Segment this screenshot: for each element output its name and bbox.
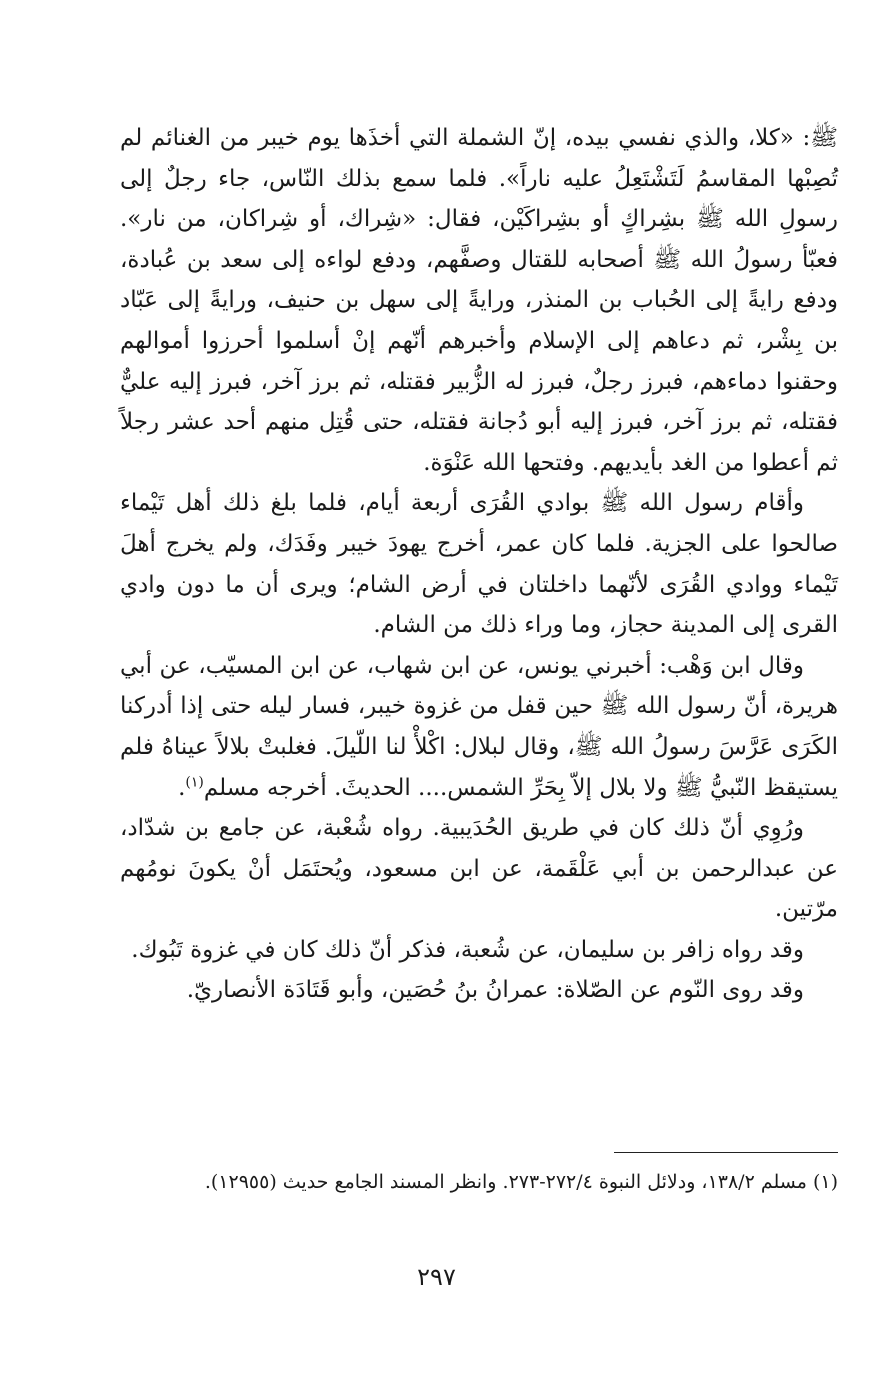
paragraph: وأقام رسول الله ﷺ بوادي القُرَى أربعة أيام، فلما بلغ ذلك أهل تَيْماء صالحوا على الجزية. فلما كان عمر، أخرج يهودَ خيبر وفَدَك، ولم يخرج أهلَ تَيْماء ووادي القُرَى لأنّهما داخلتان في أرض الشام؛ ويرى أن ما دون وادي القرى إلى المدينة حجاز، وما وراء ذلك من الشام. xyxy=(120,490,838,639)
footnotes xyxy=(120,1165,838,1199)
page-number: ٢٩٧ xyxy=(417,1263,456,1291)
paragraph: وقد رواه زافر بن سليمان، عن شُعبة، فذكر أنّ ذلك كان في غزوة تَبُوك. xyxy=(131,936,804,963)
paragraph-text: وقال ابن وَهْب: أخبرني يونس، عن ابن شهاب، عن ابن المسيّب، عن أبي هريرة، أنّ رسول الله ﷺ حين قفل من غزوة خيبر، فسار ليله حتى إذا أدركنا الكَرَى عَرَّسَ رسولُ الله ﷺ، وقال لبلال: اكْلأْ لنا اللّيلَ. فغلبتْ بلالاً عيناهُ فلم يستيقظ النّبيُّ ﷺ ولا بلال إلاّ بِحَرِّ الشمس.... الحديثَ. أخرجه مسلم xyxy=(120,652,838,801)
main-text xyxy=(120,118,838,1011)
footnote-reference[interactable]: (١) xyxy=(185,773,204,790)
paragraph xyxy=(120,646,838,808)
paragraph: ورُوِي أنّ ذلك كان في طريق الحُدَيبية. رواه شُعْبة، عن جامع بن شدّاد، عن عبدالرحمن بن أبي عَلْقَمة، عن ابن مسعود، ويُحتَمَل أنْ يكونَ نومُهم مرّتين. xyxy=(120,815,838,923)
paragraph: وقد روى النّوم عن الصّلاة: عمرانُ بنُ حُصَين، وأبو قَتَادَة الأنصاريّ. xyxy=(186,977,804,1004)
footnote: (١) مسلم ١٣٨/٢، ودلائل النبوة ٢٧٢/٤-٢٧٣. وانظر المسند الجامع حديث (١٢٩٥٥). xyxy=(204,1171,838,1193)
footnote-divider xyxy=(614,1152,838,1153)
paragraph: ﷺ: «كلا، والذي نفسي بيده، إنّ الشملة التي أخذَها يوم خيبر من الغنائم لم تُصِبْها المقاسمُ لَتَشْتَعِلُ عليه ناراً». فلما سمع بذلك النّاس، جاء رجلٌ إلى رسولِ الله ﷺ بشِراكٍ أو بشِراكَيْن، فقال: «شِراك، أو شِراكان، من نار». فعبّأ رسولُ الله ﷺ أصحابه للقتال وصفَّهم، ودفع لواءه إلى سعد بن عُبادة، ودفع رايةً إلى الحُباب بن المنذر، ورايةً إلى سهل بن حنيف، ورايةً إلى عَبّاد بن بِشْر، ثم دعاهم إلى الإسلام وأخبرهم أنّهم إنْ أسلموا أحرزوا أموالهم وحقنوا دماءهم، فبرز رجلٌ، فبرز له الزُّبير فقتله، ثم برز آخر، فبرز إليه عليٌّ فقتله، ثم برز آخر، فبرز إليه أبو دُجانة فقتله، حتى قُتِل منهم أحد عشر رجلاً ثم أعطوا من الغد بأيديهم. وفتحها الله عَنْوَة. xyxy=(120,125,838,476)
paragraph-end: . xyxy=(178,774,186,801)
